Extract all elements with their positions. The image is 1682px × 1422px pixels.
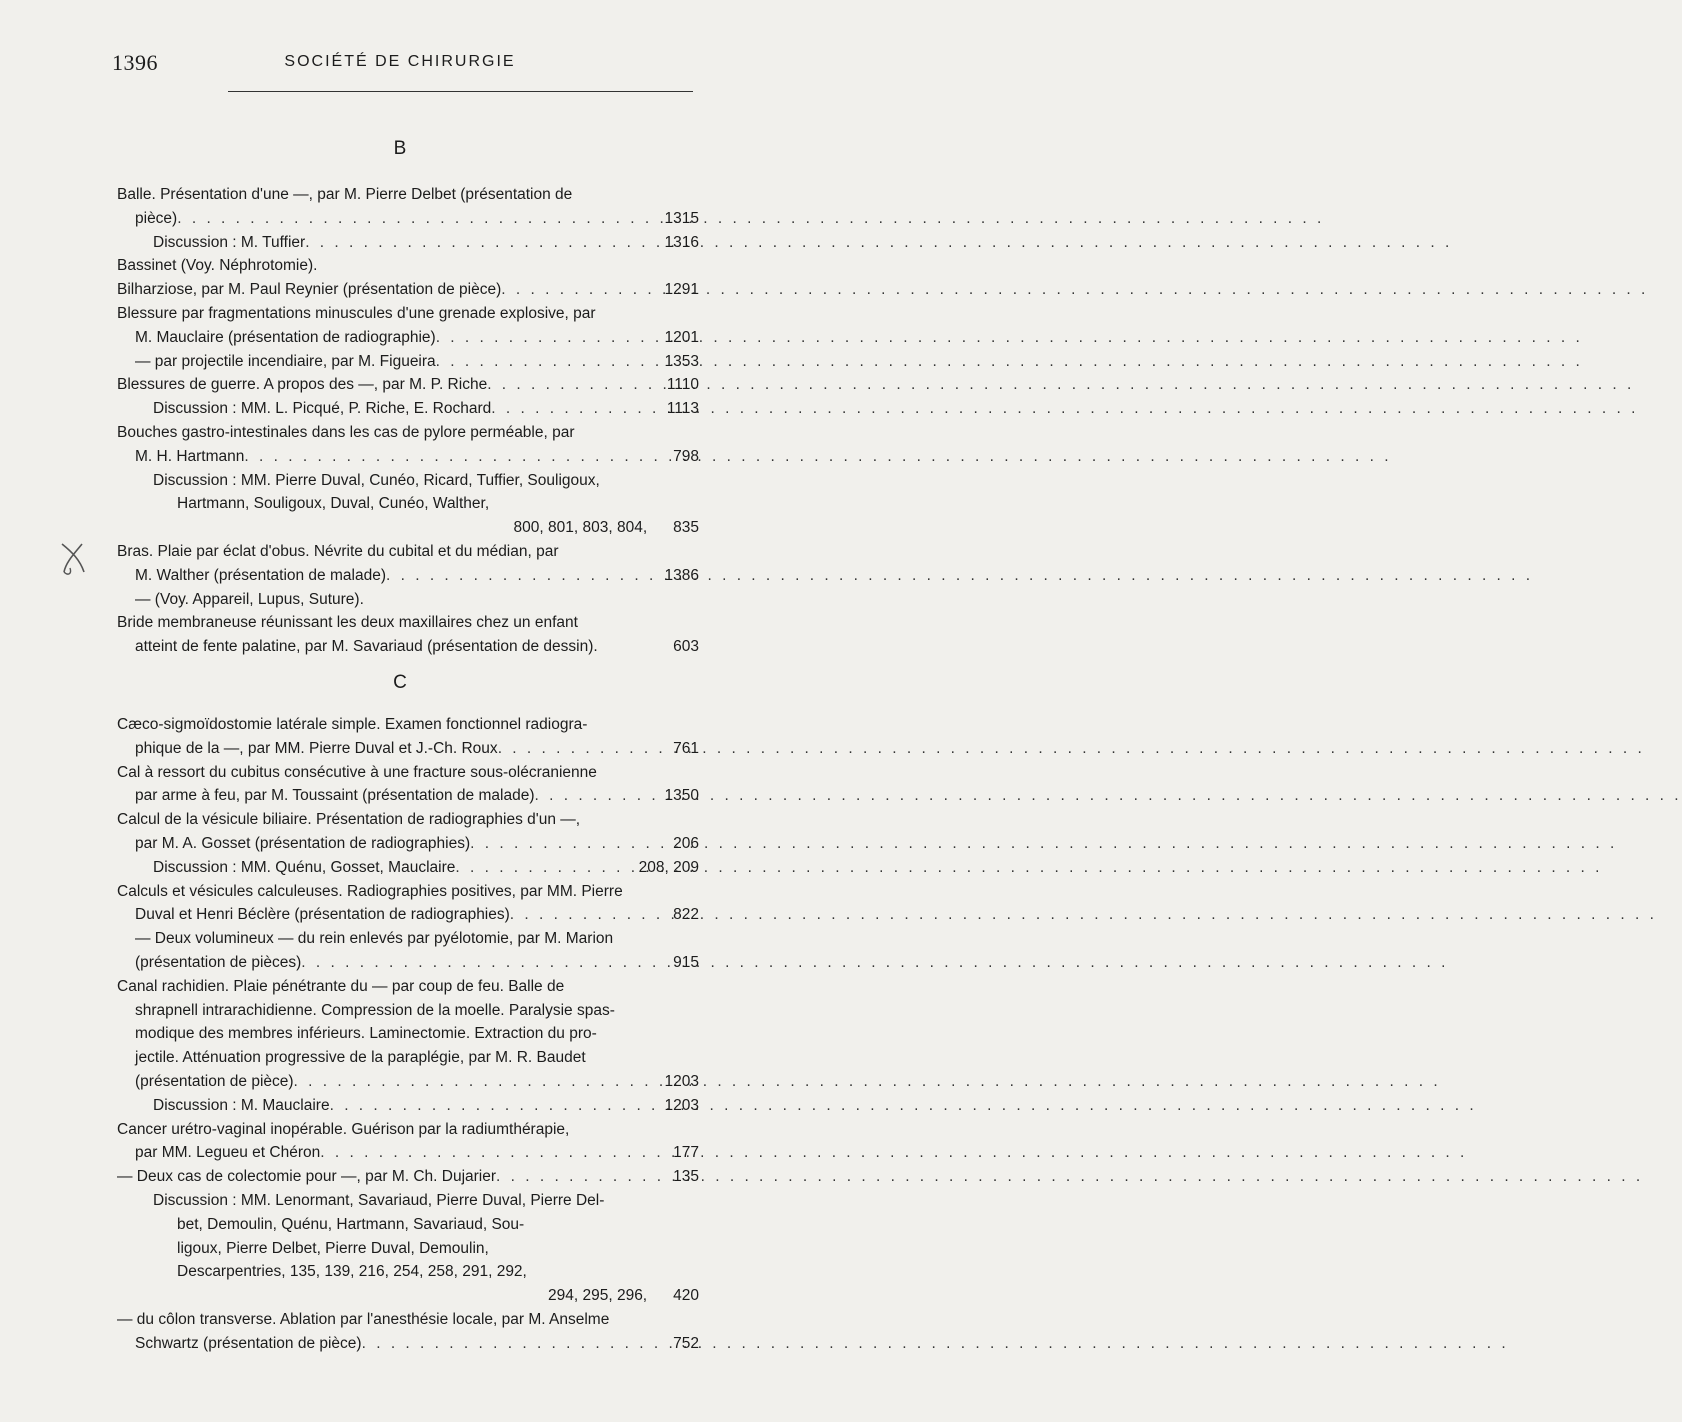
entry-page-number: 1203 xyxy=(664,1072,699,1090)
entry-page-number: 1110 xyxy=(666,376,699,394)
entry-text: 800, 801, 803, 804, xyxy=(513,519,648,537)
dot-leader xyxy=(301,951,667,975)
entry-page-number: 822 xyxy=(673,906,699,924)
section-b-entries xyxy=(117,183,699,659)
index-entry-line xyxy=(117,1260,699,1284)
entry-text: (présentation de pièce) xyxy=(135,1072,294,1090)
dot-leader xyxy=(244,445,667,469)
index-entry-line xyxy=(117,975,699,999)
entry-text: Bassinet (Voy. Néphrotomie). xyxy=(117,257,318,275)
entry-text: bet, Demoulin, Quénu, Hartmann, Savariaud, Sou- xyxy=(177,1215,525,1233)
entry-text: Canal rachidien. Plaie pénétrante du — par coup de feu. Balle de xyxy=(117,977,565,995)
handwritten-mark-icon xyxy=(58,538,88,578)
entry-text: Calculs et vésicules calculeuses. Radiographies positives, par MM. Pierre xyxy=(117,882,623,900)
entry-text: par arme à feu, par M. Toussaint (présentation de malade) xyxy=(135,787,535,805)
index-entry-line xyxy=(117,373,699,397)
entry-page-number: 1315 xyxy=(664,209,699,227)
index-entry-line xyxy=(117,808,699,832)
dot-leader xyxy=(534,784,658,808)
index-entry-line xyxy=(117,397,699,421)
entry-page-number: 761 xyxy=(673,739,699,757)
entry-page-number: 1291 xyxy=(664,281,699,299)
entry-text: — par projectile incendiaire, par M. Figueira xyxy=(135,352,436,370)
entry-page-number: 208, 209 xyxy=(638,858,699,876)
page-header xyxy=(0,50,800,84)
header-rule xyxy=(228,91,693,92)
index-entry-line xyxy=(117,1094,699,1118)
index-entry-line xyxy=(117,737,699,761)
index-entry-line xyxy=(117,1070,699,1094)
index-entry-line xyxy=(117,588,699,612)
entry-text: Discussion : MM. Pierre Duval, Cunéo, Ricard, Tuffier, Souligoux, xyxy=(153,471,600,489)
index-entry-line xyxy=(117,540,699,564)
entry-page-number: 206 xyxy=(673,834,699,852)
index-entry-line xyxy=(117,880,699,904)
entry-text: modique des membres inférieurs. Laminectomie. Extraction du pro- xyxy=(135,1025,597,1043)
index-entry-line xyxy=(117,856,699,880)
entry-text: Schwartz (présentation de pièce) xyxy=(135,1334,362,1352)
entry-page-number: 752 xyxy=(673,1334,699,1352)
entry-text: Descarpentries, 135, 139, 216, 254, 258, 291, 292, xyxy=(177,1263,527,1281)
index-entry-line xyxy=(117,1165,699,1189)
dot-leader xyxy=(177,207,658,231)
dot-leader xyxy=(362,1332,668,1356)
entry-text: shrapnell intrarachidienne. Compression de la moelle. Paralysie spas- xyxy=(135,1001,615,1019)
entry-text: Bride membraneuse réunissant les deux maxillaires chez un enfant xyxy=(117,614,578,632)
dot-leader xyxy=(436,326,659,350)
entry-text: Discussion : MM. L. Picqué, P. Riche, E. Rochard xyxy=(153,400,492,418)
entry-text: Calcul de la vésicule biliaire. Présentation de radiographies d'un —, xyxy=(117,811,581,829)
index-entry-line xyxy=(117,254,699,278)
entry-page-number: 915 xyxy=(673,953,699,971)
entry-text: Blessures de guerre. A propos des —, par M. P. Riche xyxy=(117,376,488,394)
entry-text: par MM. Legueu et Chéron xyxy=(135,1144,321,1162)
section-letter-c: C xyxy=(393,672,407,693)
index-entry-line xyxy=(117,1284,699,1308)
entry-text: M. Walther (présentation de malade) xyxy=(135,566,386,584)
entry-text: — Deux volumineux — du rein enlevés par pyélotomie, par M. Marion xyxy=(135,930,614,948)
entry-text: atteint de fente palatine, par M. Savariaud (présentation de dessin). xyxy=(135,638,598,656)
entry-page-number: 1203 xyxy=(664,1096,699,1114)
entry-text: Blessure par fragmentations minuscules d'une grenade explosive, par xyxy=(117,304,596,322)
index-entry-line xyxy=(117,999,699,1023)
entry-text: Cancer urétro-vaginal inopérable. Guérison par la radiumthérapie, xyxy=(117,1120,570,1138)
entry-text: jectile. Atténuation progressive de la paraplégie, par M. R. Baudet xyxy=(135,1049,586,1067)
dot-leader xyxy=(496,1165,667,1189)
dot-leader xyxy=(510,903,667,927)
dot-leader xyxy=(320,1141,667,1165)
index-entry-line xyxy=(117,1046,699,1070)
entry-text: Cæco-sigmoïdostomie latérale simple. Examen fonctionnel radiogra- xyxy=(117,716,588,733)
entry-text: — du côlon transverse. Ablation par l'anesthésie locale, par M. Anselme xyxy=(117,1310,610,1328)
dot-leader xyxy=(305,231,658,255)
index-entry-line xyxy=(117,713,699,737)
entry-text: Discussion : M. Mauclaire xyxy=(153,1096,330,1114)
entry-text: 294, 295, 296, xyxy=(548,1287,648,1305)
dot-leader xyxy=(436,350,659,374)
index-entry-line xyxy=(117,1141,699,1165)
index-entry-line xyxy=(117,302,699,326)
index-entry-line xyxy=(117,469,699,493)
entry-text: Bouches gastro-intestinales dans les cas de pylore perméable, par xyxy=(117,423,575,441)
entry-text: Bras. Plaie par éclat d'obus. Névrite du cubital et du médian, par xyxy=(117,542,559,560)
entry-page-number: 1386 xyxy=(664,566,699,584)
entry-page-number: 135 xyxy=(673,1168,699,1186)
dot-leader xyxy=(498,737,667,761)
index-entry-line xyxy=(117,231,699,255)
index-entry-line xyxy=(117,951,699,975)
entry-text: — Deux cas de colectomie pour —, par M. Ch. Dujarier xyxy=(117,1168,497,1186)
entry-page-number: 420 xyxy=(673,1287,699,1305)
index-entry-line xyxy=(117,207,699,231)
entry-text: (présentation de pièces) xyxy=(135,953,302,971)
index-entry-line xyxy=(117,1308,699,1332)
entry-text: Cal à ressort du cubitus consécutive à une fracture sous-olécranienne xyxy=(117,763,597,781)
dot-leader xyxy=(501,278,658,302)
entry-page-number: 177 xyxy=(673,1144,699,1162)
entry-text: phique de la —, par MM. Pierre Duval et J.-Ch. Roux xyxy=(135,739,498,757)
entry-text: Bilharziose, par M. Paul Reynier (présentation de pièce) xyxy=(117,281,502,299)
entry-page-number: 1316 xyxy=(664,233,699,251)
index-entry-line xyxy=(117,927,699,951)
index-entry-line xyxy=(117,1189,699,1213)
index-entry-line xyxy=(117,445,699,469)
dot-leader xyxy=(386,564,659,588)
entry-text: M. H. Hartmann xyxy=(135,447,245,465)
entry-page-number: 1201 xyxy=(664,328,699,346)
index-entry-line xyxy=(117,421,699,445)
running-head: SOCIÉTÉ DE CHIRURGIE xyxy=(284,53,516,70)
index-entry-line xyxy=(117,903,699,927)
entry-text: Discussion : MM. Quénu, Gosset, Mauclaire xyxy=(153,858,456,876)
entry-text: Duval et Henri Béclère (présentation de radiographies) xyxy=(135,906,510,924)
entry-page-number: 1113 xyxy=(666,400,699,418)
index-entry-line xyxy=(117,1118,699,1142)
index-entry-line xyxy=(117,1237,699,1261)
index-entry-line xyxy=(117,516,699,540)
index-entry-line xyxy=(117,761,699,785)
page-number: 1396 xyxy=(112,50,158,75)
entry-text: Discussion : M. Tuffier xyxy=(153,233,306,251)
entry-page-number: 603 xyxy=(673,638,699,656)
dot-leader xyxy=(491,397,661,421)
entry-text: par M. A. Gosset (présentation de radiographies) xyxy=(135,834,471,852)
index-entry-line xyxy=(117,492,699,516)
entry-text: Discussion : MM. Lenormant, Savariaud, Pierre Duval, Pierre Del- xyxy=(153,1191,605,1209)
dot-leader xyxy=(294,1070,659,1094)
entry-page-number: 1350 xyxy=(664,787,699,805)
entry-text: — (Voy. Appareil, Lupus, Suture). xyxy=(135,590,364,608)
entry-text: ligoux, Pierre Delbet, Pierre Duval, Demoulin, xyxy=(177,1239,489,1257)
index-entry-line xyxy=(117,1332,699,1356)
dot-leader xyxy=(455,856,632,880)
dot-leader xyxy=(470,832,667,856)
index-entry-line xyxy=(117,611,699,635)
dot-leader xyxy=(330,1094,659,1118)
index-entry-line xyxy=(117,784,699,808)
index-entry-line xyxy=(117,183,699,207)
index-entry-line xyxy=(117,832,699,856)
index-entry-line xyxy=(117,278,699,302)
entry-text: Balle. Présentation d'une —, par M. Pierre Delbet (présentation de xyxy=(117,186,573,203)
entry-page-number: 1353 xyxy=(664,352,699,370)
index-entry-line xyxy=(117,326,699,350)
entry-page-number: 835 xyxy=(673,519,699,537)
section-c-entries xyxy=(117,713,699,1356)
entry-text: M. Mauclaire (présentation de radiographie) xyxy=(135,328,436,346)
index-entry-line xyxy=(117,564,699,588)
index-entry-line xyxy=(117,635,699,659)
index-entry-line xyxy=(117,350,699,374)
dot-leader xyxy=(487,373,661,397)
index-entry-line xyxy=(117,1213,699,1237)
entry-text: Hartmann, Souligoux, Duval, Cunéo, Walther, xyxy=(177,495,490,513)
index-page xyxy=(0,0,800,1422)
entry-page-number: 798 xyxy=(673,447,699,465)
section-letter-b: B xyxy=(393,138,407,159)
entry-text: pièce) xyxy=(135,209,178,227)
index-entry-line xyxy=(117,1022,699,1046)
